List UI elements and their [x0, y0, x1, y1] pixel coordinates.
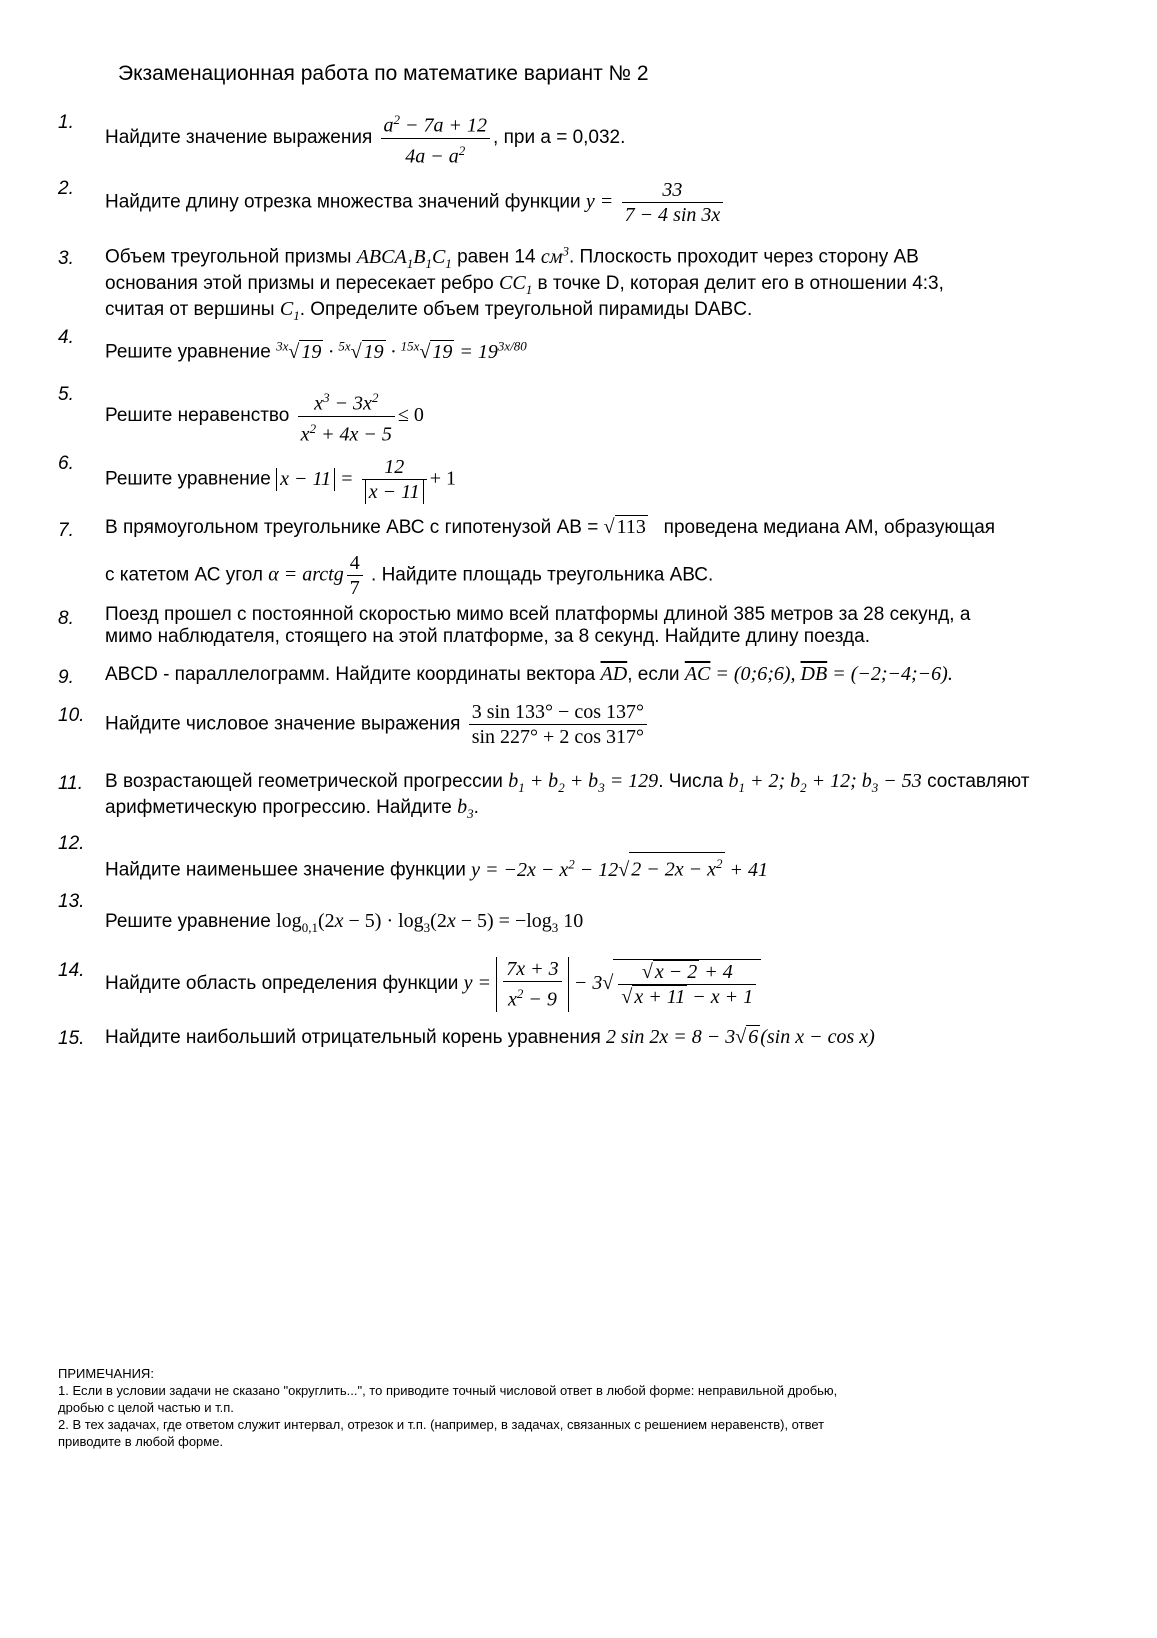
problem-11: В возрастающей геометрической прогрессии $b_1 + b_2 + b_3 = 129$. Числа $b_1 + 2$; $b_2 + 12$; $b_3 - 53$ составляют арифметическую прогрессию. Найдите $b_3$.	[105, 770, 1030, 821]
problem-12-formula: $y = -2x - x^2 - 12√$ $2 - 2x - x^2 + 41$	[471, 859, 768, 881]
problem-12-number: 12.	[58, 833, 85, 854]
problem-6-number: 6.	[58, 453, 74, 474]
problem-2-formula: y =	[585, 190, 614, 213]
problem-9: ABCD - параллелограмм. Найдите координаты вектора $\overline{AD}$, если $\overline{AC}$ = (0;6;6), $\overline{DB}$ = (−2;−4;−6).	[105, 663, 953, 685]
problem-4-number: 4.	[58, 327, 74, 348]
problem-10: Найдите числовое значение выражения $\frac{3 \sin 133^\circ - \cos 137^\circ}{\sin 227^\circ + 2 \cos 317^\circ}$	[105, 700, 650, 749]
problem-1: Найдите значение выражения $\frac{a^2 - 7a + 12}{4a - a^2}$ , при а = 0,032.	[105, 108, 625, 168]
note-1: 1. Если в условии задачи не сказано "округлить...", то приводите точный числовой ответ в любой форме: неправильной дробью,	[58, 1383, 838, 1398]
page-title: Экзаменационная работа по математике вариант № 2	[118, 62, 649, 85]
problem-5: Решите неравенство $\frac{x^3 - 3x^2}{x^2 + 4x - 5}$ ≤ 0	[105, 386, 424, 446]
problem-14-formula: y =	[463, 971, 491, 994]
problem-6: Решите уравнение x − 11 = $\frac{12}{x - 11}$ + 1	[105, 456, 456, 503]
problem-13-formula: $\log_{0,1}(2x - 5) \cdot \log_3(2x - 5) = -\log_3$ 10	[276, 910, 584, 935]
problem-9-number: 9.	[58, 667, 74, 688]
problem-4-formula: $^{3x}$√ 19 · $^{5x}$√ 19 · $^{15x}$√ $19 = 19^{3x/80}$	[276, 338, 527, 363]
problem-8-number: 8.	[58, 608, 74, 629]
problem-9-formula: $\overline{AC}$ = (0;6;6), $\overline{DB}$ = (−2;−4;−6).	[684, 663, 953, 685]
problem-7: В прямоугольном треугольнике АВС с гипотенузой АВ = √ 113 проведена медиана АМ, образующая с катетом АС угол α = arctg $\frac{4}{7}$ . Найдите площадь треугольника АВС.	[105, 516, 996, 599]
problem-4: Решите уравнение $^{3x}$√ 19 · $^{5x}$√ 19 · $^{15x}$√ $19 = 19^{3x/80}$	[105, 338, 527, 363]
problem-2-number: 2.	[58, 178, 74, 199]
problem-14-number: 14.	[58, 960, 85, 981]
problem-15-number: 15.	[58, 1028, 85, 1049]
problem-2: Найдите длину отрезка множества значений функции y = $\frac{33}{7 - 4 \sin 3x}$	[105, 178, 726, 227]
problem-14: Найдите область определения функции y = $\frac{7x + 3}{x^2 - 9}$ − 3√ $\frac{√ x - 2 + 4}{√ x + 11 - x + 1}$	[105, 957, 761, 1012]
problem-11-number: 11.	[58, 773, 84, 794]
problem-1-formula: $\frac{a^2 - 7a + 12}{4a - a^2}$	[381, 108, 491, 168]
problem-5-number: 5.	[58, 384, 74, 405]
notes	[58, 1365, 837, 1450]
note-2: 2. В тех задачах, где ответом служит интервал, отрезок и т.п. (например, в задачах, связанных с решением неравенств), ответ	[58, 1417, 825, 1432]
problem-1-number: 1.	[58, 112, 74, 133]
problem-3-number: 3.	[58, 248, 74, 269]
problem-15-formula: 2 sin 2x = 8 − 3√ 6 (sin x − cos x)	[606, 1026, 875, 1048]
problem-12: Найдите наименьшее значение функции $y = -2x - x^2 - 12√$ $2 - 2x - x^2 + 41$	[105, 852, 768, 882]
note-2-cont: приводите в любой форме.	[58, 1434, 224, 1449]
problem-5-formula: $\frac{x^3 - 3x^2}{x^2 + 4x - 5}$	[298, 386, 395, 446]
notes-heading: ПРИМЕЧАНИЯ:	[58, 1366, 154, 1381]
problem-13: Решите уравнение $\log_{0,1}(2x - 5) \cdot \log_3(2x - 5) = -\log_3$ 10	[105, 910, 584, 935]
problem-6-formula: x − 11 =	[276, 468, 353, 490]
note-1-cont: дробью с целой частью и т.п.	[58, 1400, 234, 1415]
problem-3: Объем треугольной призмы $ABCA_1B_1C_1$ равен 14 $см^3$. Плоскость проходит через сторону АВ основания этой призмы и пересекает ребро $CC_1$ в точке D, которая делит его в отношении 4:3, считая от вершины $C_1$. Определите объем треугольной пирамиды DABC.	[105, 243, 944, 323]
problem-13-number: 13.	[58, 891, 85, 912]
problem-7-number: 7.	[58, 520, 74, 541]
problem-10-number: 10.	[58, 705, 85, 726]
problem-10-formula: $\frac{3 \sin 133^\circ - \cos 137^\circ}{\sin 227^\circ + 2 \cos 317^\circ}$	[469, 700, 647, 749]
problem-8: Поезд прошел с постоянной скоростью мимо всей платформы длиной 385 метров за 28 секунд, а мимо наблюдателя, стоящего на этой платформе, за 8 секунд. Найдите длину поезда.	[105, 604, 971, 647]
problem-15: Найдите наибольший отрицательный корень уравнения 2 sin 2x = 8 − 3√ 6 (sin x − cos x)	[105, 1026, 875, 1048]
